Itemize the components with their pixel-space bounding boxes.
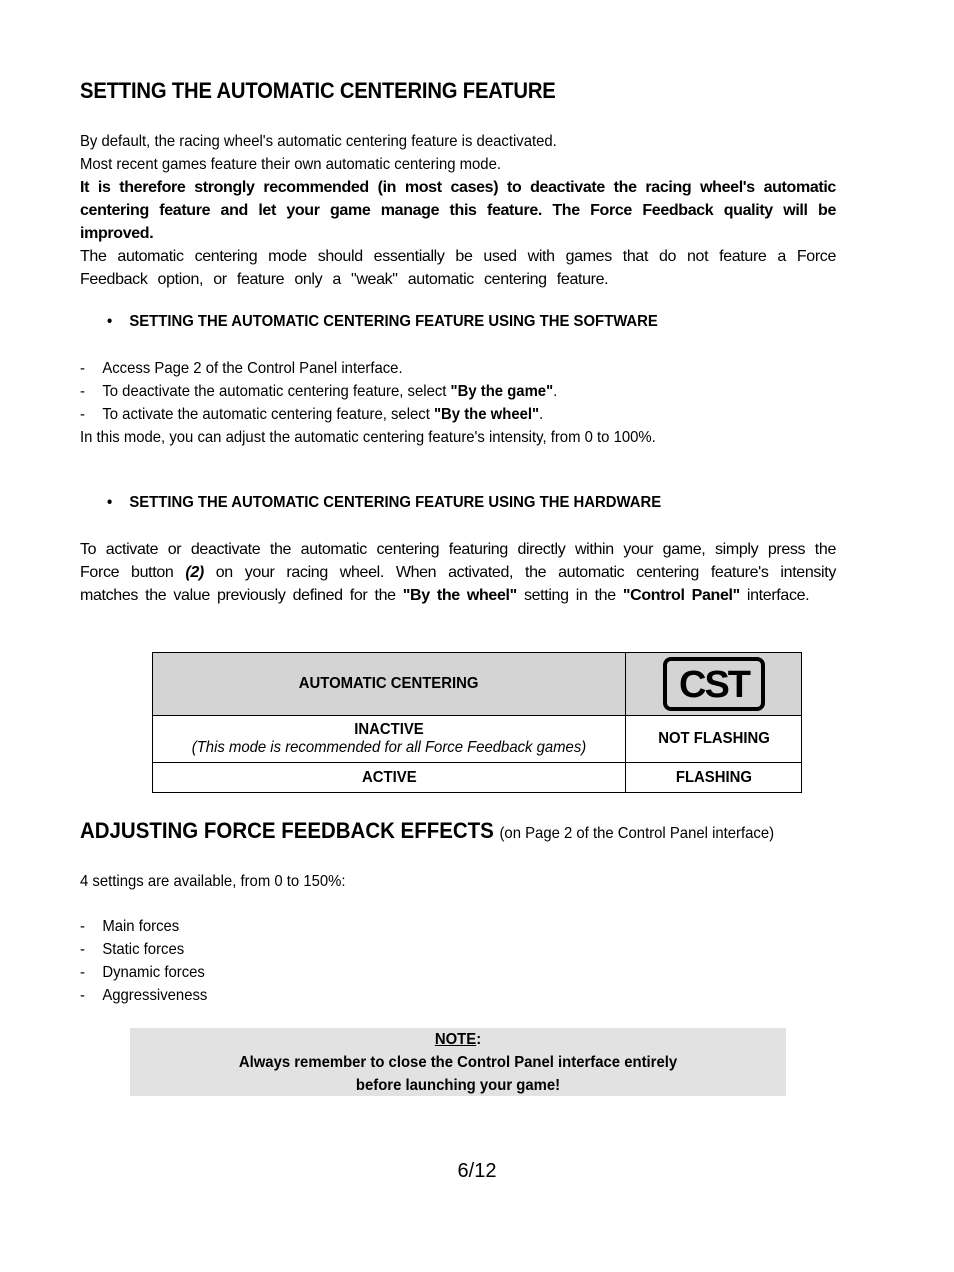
button-reference: (2): [185, 564, 204, 581]
centering-intro: [80, 130, 836, 176]
page-number: 6/12: [457, 1160, 497, 1182]
centering-status-table: [152, 652, 802, 793]
bullet-icon: •: [107, 313, 113, 330]
software-heading-text: SETTING THE AUTOMATIC CENTERING FEATURE USING THE SOFTWARE: [129, 313, 658, 330]
step-2-text: To deactivate the automatic centering feature, select: [102, 383, 451, 400]
inactive-note: (This mode is recommended for all Force Feedback games): [191, 739, 587, 756]
note-line-1: Always remember to close the Control Panel interface entirely: [238, 1054, 678, 1071]
force-feedback-subtitle: (on Page 2 of the Control Panel interface): [499, 825, 775, 842]
list-item: - Access Page 2 of the Control Panel interface.: [80, 357, 656, 380]
svg-text:CST: CST: [678, 664, 749, 706]
intro-line-1: By default, the racing wheel's automatic centering feature is deactivated.: [80, 133, 557, 150]
table-row: [153, 716, 802, 763]
settings-intro-text: 4 settings are available, from 0 to 150%:: [80, 873, 346, 890]
list-item: - To activate the automatic centering feature, select "By the wheel".: [80, 406, 544, 423]
centering-usage-text: The automatic centering mode should essentially be used with games that do not feature a Force Feedback option, or feature only a "weak" automatic centering feature.: [80, 248, 836, 288]
software-steps: [80, 357, 656, 449]
recommendation-text: It is therefore strongly recommended (in most cases) to deactivate the racing wheel's automatic centering feature and let your game manage this feature. The Force Feedback quality will be improved.: [80, 179, 836, 242]
step-3-option: "By the wheel": [433, 406, 540, 423]
inactive-label: INACTIVE: [354, 721, 424, 738]
cst-logo-cell: [626, 653, 802, 716]
section-title-centering: SETTING THE AUTOMATIC CENTERING FEATURE: [80, 78, 556, 103]
not-flashing-cell: NOT FLASHING: [626, 716, 802, 763]
software-heading: [107, 313, 658, 331]
list-item: - Dynamic forces: [80, 964, 205, 981]
note-line-2: before launching your game!: [355, 1077, 561, 1094]
hardware-heading: [107, 494, 661, 512]
list-item: - Static forces: [80, 941, 185, 958]
flashing-cell: FLASHING: [626, 763, 802, 793]
cst-logo-icon: [662, 656, 766, 712]
note-box: NOTE: Always remember to close the Control Panel interface entirely before launching your game!: [130, 1028, 786, 1096]
step-1-text: Access Page 2 of the Control Panel interface.: [102, 360, 403, 377]
table-row: [153, 763, 802, 793]
section-title-force-feedback: [80, 818, 774, 844]
intro-line-2: Most recent games feature their own automatic centering mode.: [80, 156, 501, 173]
note-label: NOTE: [434, 1031, 477, 1048]
list-item: - Aggressiveness: [80, 987, 208, 1004]
software-footer: In this mode, you can adjust the automatic centering feature's intensity, from 0 to 100%.: [80, 429, 656, 446]
recommendation-block: [80, 176, 836, 291]
settings-list: [80, 915, 207, 1007]
list-item: - To deactivate the automatic centering feature, select "By the game".: [80, 383, 558, 400]
table-header-label: AUTOMATIC CENTERING: [153, 653, 626, 716]
settings-intro: [80, 870, 346, 893]
active-cell: ACTIVE: [153, 763, 626, 793]
bullet-icon: •: [107, 494, 113, 511]
force-feedback-title: ADJUSTING FORCE FEEDBACK EFFECTS: [80, 818, 494, 843]
hardware-heading-text: SETTING THE AUTOMATIC CENTERING FEATURE USING THE HARDWARE: [129, 494, 662, 511]
list-item: - Main forces: [80, 918, 180, 935]
inactive-cell: [153, 716, 626, 763]
step-2-option: "By the game": [450, 383, 554, 400]
step-3-text: To activate the automatic centering feature, select: [102, 406, 434, 423]
hardware-text: To activate or deactivate the automatic centering featuring directly within your game, simply press the Force button (2) on your racing wheel. When activated, the automatic centering feature's intensity matches the value previously defined for the "By the wheel" setting in the "Control Panel" interface.: [80, 541, 836, 604]
